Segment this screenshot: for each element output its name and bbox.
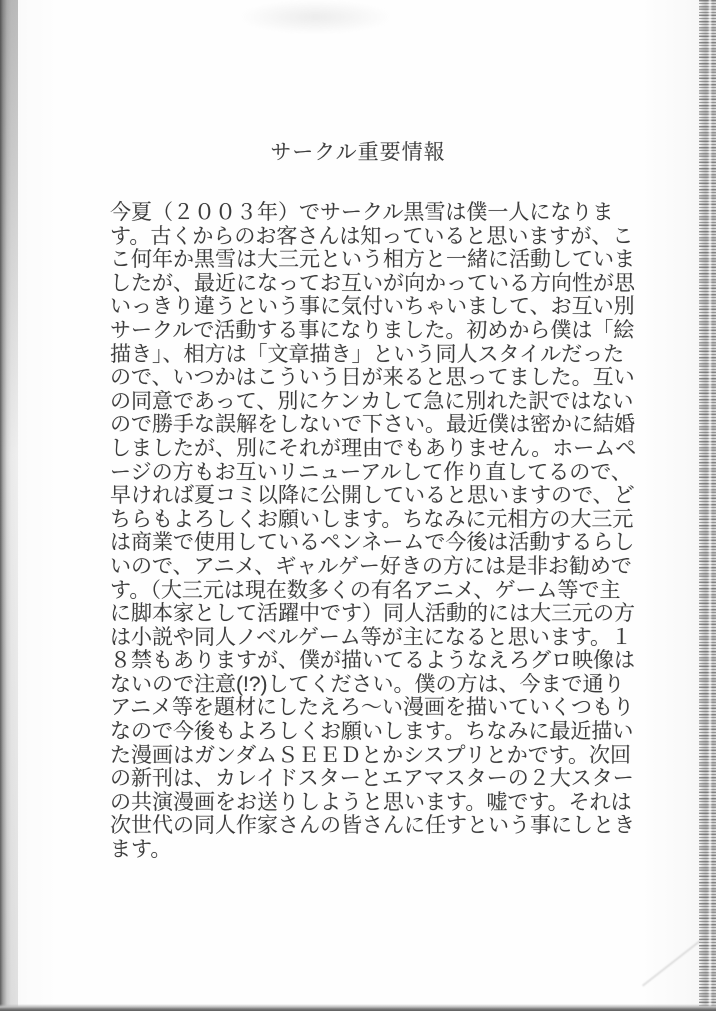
left-gutter-shadow bbox=[0, 0, 18, 1011]
text-line: しましたが、別にそれが理由でもありません。ホームペ bbox=[110, 436, 637, 460]
bottom-page-edge-shadow bbox=[0, 1004, 716, 1011]
text-line: ので、いつかはこういう日が来ると思ってました。互い bbox=[110, 366, 635, 390]
text-line: ます。 bbox=[110, 838, 172, 862]
scan-bleedthrough-smudge bbox=[238, 0, 393, 34]
text-line: いっきり違うという事に気付いちゃいまして、お互い別 bbox=[110, 295, 635, 319]
body-text bbox=[110, 201, 637, 862]
text-line: したが、最近になってお互いが向かっている方向性が思 bbox=[110, 271, 635, 295]
text-line: ージの方もお互いリニューアルして作り直してるので、 bbox=[110, 460, 632, 484]
text-line: す。古くからのお客さんは知っていると思いますが、こ bbox=[110, 224, 634, 248]
text-line: アニメ等を題材にしたえろ～い漫画を描いていくつもり bbox=[110, 696, 634, 720]
text-line: の共演漫画をお送りしようと思います。嘘です。それは bbox=[110, 790, 632, 814]
text-line: 今夏（２００３年）でサークル黒雪は僕一人になりま bbox=[110, 201, 614, 224]
text-line: は小説や同人ノベルゲーム等が主になると思います。１ bbox=[110, 625, 633, 649]
text-line: に脚本家として活躍中です）同人活動的には大三元の方 bbox=[110, 602, 635, 626]
text-line: サークルで活動する事になりました。初めから僕は「絵 bbox=[110, 318, 635, 342]
text-line: は商業で使用しているペンネームで今後は活動するらし bbox=[110, 531, 635, 555]
text-line: 早ければ夏コミ以降に公開していると思いますので、ど bbox=[110, 484, 635, 508]
text-line: こ何年か黒雪は大三元という相方と一緒に活動していま bbox=[110, 248, 635, 272]
text-line: 次世代の同人作家さんの皆さんに任すという事にしとき bbox=[110, 814, 635, 838]
text-line: いので、アニメ、ギャルゲー好きの方には是非お勧めで bbox=[110, 554, 632, 578]
page-title: サークル重要情報 bbox=[270, 141, 446, 164]
text-line: た漫画はガンダムＳＥＥＤとかシスプリとかです。次回 bbox=[110, 743, 632, 767]
text-line: の同意であって、別にケンカして急に別れた訳ではない bbox=[110, 389, 634, 413]
text-line: の新刊は、カレイドスターとエアマスターの２大スター bbox=[110, 767, 634, 791]
text-line: ８禁もありますが、僕が描いてるようなえろグロ映像は bbox=[110, 649, 635, 673]
text-line: なので今後もよろしくお願いします。ちなみに最近描い bbox=[110, 720, 634, 744]
text-line: す。（大三元は現在数多くの有名アニメ、ゲーム等で主 bbox=[110, 578, 621, 602]
text-line: 描き」、相方は「文章描き」という同人スタイルだった bbox=[110, 342, 625, 366]
text-line: ないので注意(!?)してください。僕の方は、今まで通り bbox=[110, 672, 625, 696]
right-binding-edge bbox=[699, 0, 716, 1011]
text-line: ので勝手な誤解をしないで下さい。最近僕は密かに結婚 bbox=[110, 413, 635, 437]
text-line: ちらもよろしくお願いします。ちなみに元相方の大三元 bbox=[110, 507, 634, 531]
